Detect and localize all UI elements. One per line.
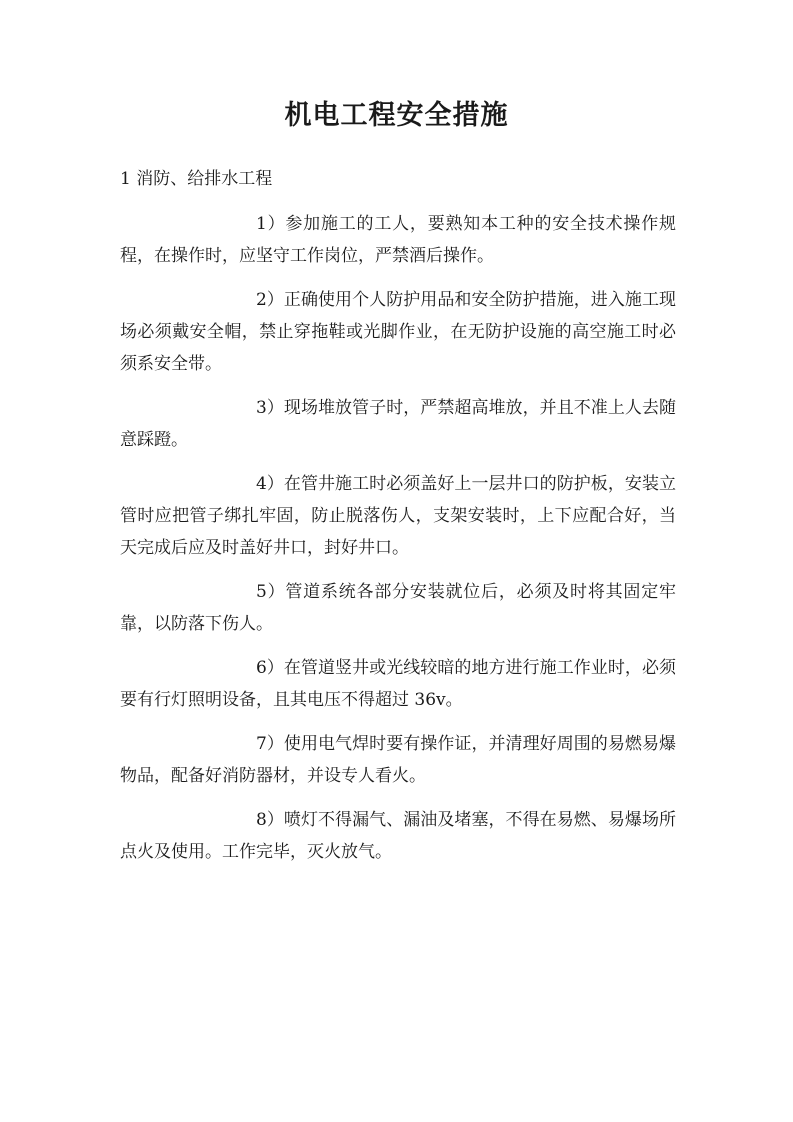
paragraph-6: 6）在管道竖井或光线较暗的地方进行施工作业时，必须要有行灯照明设备，且其电压不得超过 36v。 (120, 658, 676, 710)
paragraph-4: 4）在管井施工时必须盖好上一层井口的防护板，安装立管时应把管子绑扎牢固，防止脱落伤人，支架安装时，上下应配合好，当天完成后应及时盖好井口，封好井口。 (120, 474, 676, 558)
page-title: 机电工程安全措施 (284, 100, 509, 131)
document-body (120, 163, 676, 868)
section-heading: 1 消防、给排水工程 (120, 169, 273, 189)
paragraph-8: 8）喷灯不得漏气、漏油及堵塞，不得在易燃、易爆场所点火及使用。工作完毕，灭火放气。 (120, 810, 676, 862)
paragraph-1: 1）参加施工的工人，要熟知本工种的安全技术操作规程，在操作时，应坚守工作岗位，严禁酒后操作。 (120, 214, 676, 266)
paragraph-3: 3）现场堆放管子时，严禁超高堆放，并且不准上人去随意踩蹬。 (120, 398, 676, 450)
paragraph-7: 7）使用电气焊时要有操作证，并清理好周围的易燃易爆物品，配备好消防器材，并设专人看火。 (120, 734, 676, 786)
paragraph-2: 2）正确使用个人防护用品和安全防护措施，进入施工现场必须戴安全帽，禁止穿拖鞋或光脚作业，在无防护设施的高空施工时必须系安全带。 (120, 290, 676, 374)
paragraph-5: 5）管道系统各部分安装就位后，必须及时将其固定牢靠，以防落下伤人。 (120, 582, 676, 634)
